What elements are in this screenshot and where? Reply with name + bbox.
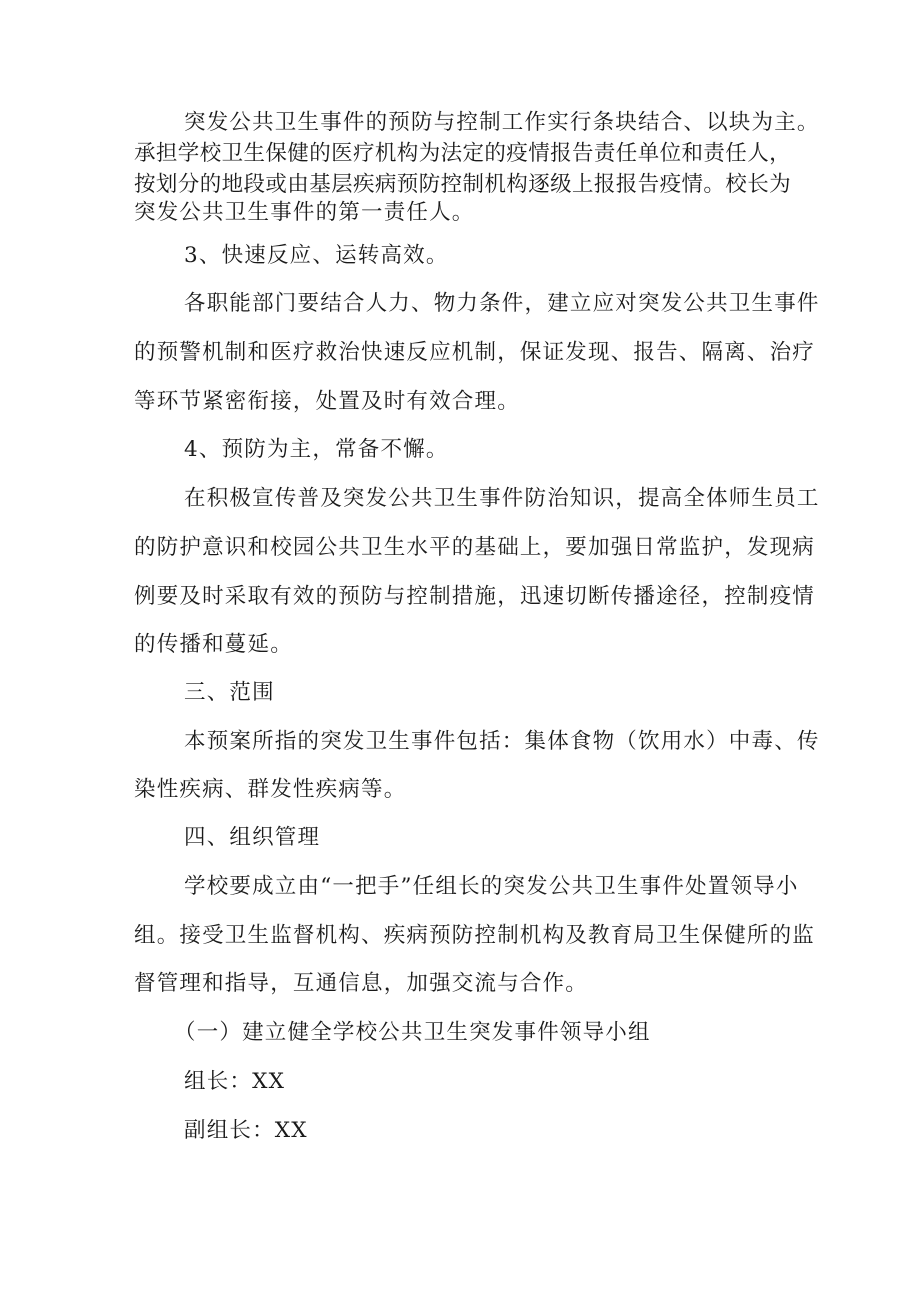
paragraph-line: 的传播和蔓延。 [134,632,293,657]
paragraph-line: 的预警机制和医疗救治快速反应机制，保证发现、报告、隔离、治疗 [134,340,816,365]
paragraph-line: 突发公共卫生事件的预防与控制工作实行条块结合、以块为主。 [184,110,820,135]
paragraph-line: 本预案所指的突发卫生事件包括：集体食物（饮用水）中毒、传 [184,729,820,754]
paragraph-line: 承担学校卫生保健的医疗机构为法定的疫情报告责任单位和责任人， [134,141,792,166]
sub-heading: （一）建立健全学校公共卫生突发事件领导小组 [174,1020,651,1045]
section-heading: 四、组织管理 [184,825,321,850]
paragraph-line: 等环节紧密衔接，处置及时有效合理。 [134,389,520,414]
paragraph-line: 组。接受卫生监督机构、疾病预防控制机构及教育局卫生保健所的监 [134,923,816,948]
paragraph-line: 按划分的地段或由基层疾病预防控制机构逐级上报报告疫情。校长为 [134,172,792,197]
paragraph-line: 各职能部门要结合人力、物力条件，建立应对突发公共卫生事件 [184,291,820,316]
paragraph-line: 突发公共卫生事件的第一责任人。 [134,200,475,225]
section-heading: 三、范围 [184,680,275,705]
deputy-leader-line: 副组长：XX [184,1118,308,1143]
paragraph-line: 学校要成立由“一把手”任组长的突发公共卫生事件处置领导小 [184,874,799,899]
paragraph-line: 督管理和指导，互通信息，加强交流与合作。 [134,971,589,996]
paragraph-line: 的防护意识和校园公共卫生水平的基础上，要加强日常监护，发现病 [134,535,816,560]
paragraph-line: 例要及时采取有效的预防与控制措施，迅速切断传播途径，控制疫情 [134,584,816,609]
leader-line: 组长：XX [184,1069,286,1094]
section-heading: 3、快速反应、运转高效。 [184,243,449,268]
paragraph-line: 染性疾病、群发性疾病等。 [134,777,407,802]
section-heading: 4、预防为主，常备不懈。 [184,437,449,462]
paragraph-line: 在积极宣传普及突发公共卫生事件防治知识，提高全体师生员工 [184,486,820,511]
